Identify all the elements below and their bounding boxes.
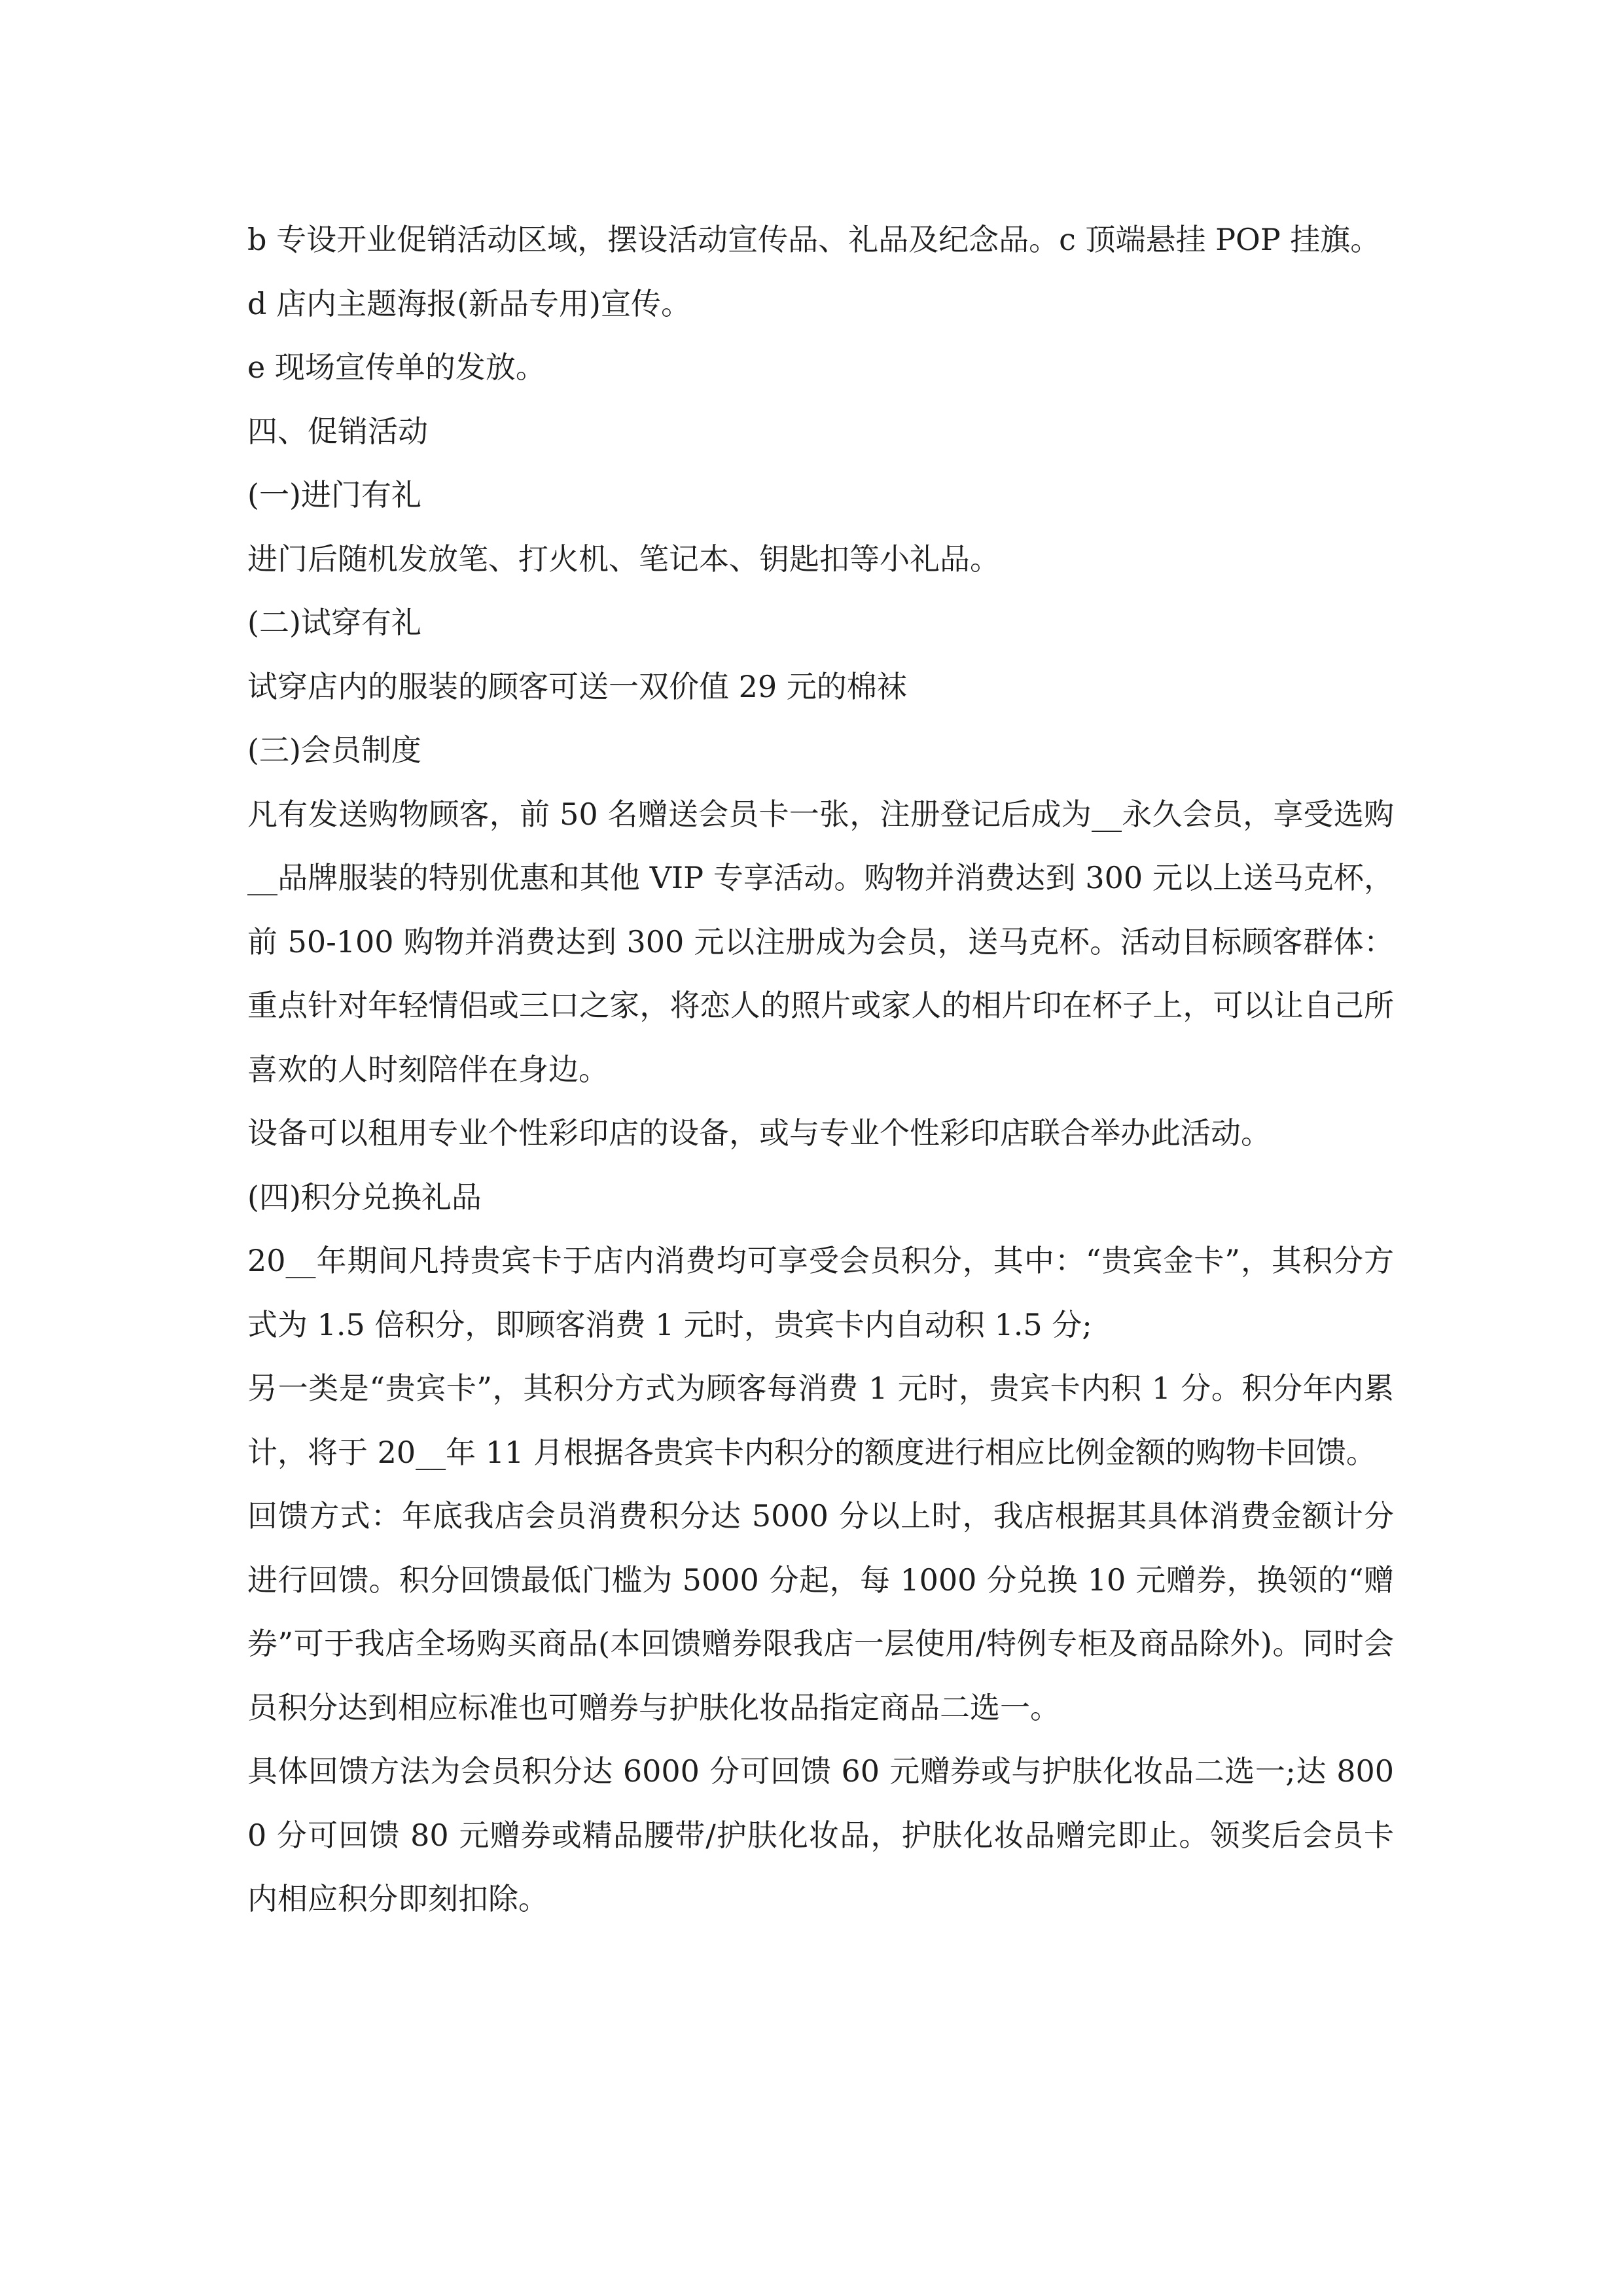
paragraph-vip-card: 另一类是“贵宾卡”，其积分方式为顾客每消费 1 元时，贵宾卡内积 1 分。积分年内累计，将于 20__年 11 月根据各贵宾卡内积分的额度进行相应比例金额的购物卡回馈。 (247, 1371, 1394, 1470)
paragraph-poster: d 店内主题海报(新品专用)宣传。 (247, 285, 691, 321)
paragraph-reward-details: 具体回馈方法为会员积分达 6000 分可回馈 60 元赠券或与护肤化妆品二选一;达 8000 分可回馈 80 元赠券或精品腰带/护肤化妆品，护肤化妆品赠完即止。领奖后会员卡内相应积分即刻扣除。 (247, 1753, 1394, 1916)
subheading-entry-gift: (一)进门有礼 (247, 477, 421, 512)
section-heading-promotions: 四、促销活动 (247, 413, 428, 449)
paragraph-flyers: e 现场宣传单的发放。 (247, 350, 546, 385)
paragraph-equipment: 设备可以租用专业个性彩印店的设备，或与专业个性彩印店联合举办此活动。 (247, 1115, 1271, 1151)
paragraph-reward-method: 回馈方式：年底我店会员消费积分达 5000 分以上时，我店根据其具体消费金额计分进行回馈。积分回馈最低门槛为 5000 分起，每 1000 分兑换 10 元赠券，换领的“赠券”可于我店全场购买商品(本回馈赠券限我店一层使用/特例专柜及商品除外)。同时会员积分达到相应标准也可赠券与护肤化妆品指定商品二选一。 (247, 1498, 1394, 1725)
paragraph-gold-card: 20__年期间凡持贵宾卡于店内消费均可享受会员积分，其中：“贵宾金卡”，其积分方式为 1.5 倍积分，即顾客消费 1 元时，贵宾卡内自动积 1.5 分; (247, 1243, 1394, 1342)
paragraph-entry-gift: 进门后随机发放笔、打火机、笔记本、钥匙扣等小礼品。 (247, 541, 1000, 577)
paragraph-promo-area: b 专设开业促销活动区域，摆设活动宣传品、礼品及纪念品。c 顶端悬挂 POP 挂旗。 (247, 222, 1381, 257)
subheading-points-exchange: (四)积分兑换礼品 (247, 1179, 482, 1215)
subheading-membership: (三)会员制度 (247, 732, 421, 768)
paragraph-membership: 凡有发送购物顾客，前 50 名赠送会员卡一张，注册登记后成为__永久会员，享受选购__品牌服装的特别优惠和其他 VIP 专享活动。购物并消费达到 300 元以上送马克杯，前 50-100 购物并消费达到 300 元以注册成为会员，送马克杯。活动目标顾客群体：重点针对年轻情侣或三口之家，将恋人的照片或家人的相片印在杯子上，可以让自己所喜欢的人时刻陪伴在身边。 (247, 796, 1394, 1087)
subheading-tryon-gift: (二)试穿有礼 (247, 605, 421, 640)
paragraph-tryon-gift: 试穿店内的服装的顾客可送一双价值 29 元的棉袜 (247, 668, 907, 704)
document-body (247, 208, 1394, 1931)
